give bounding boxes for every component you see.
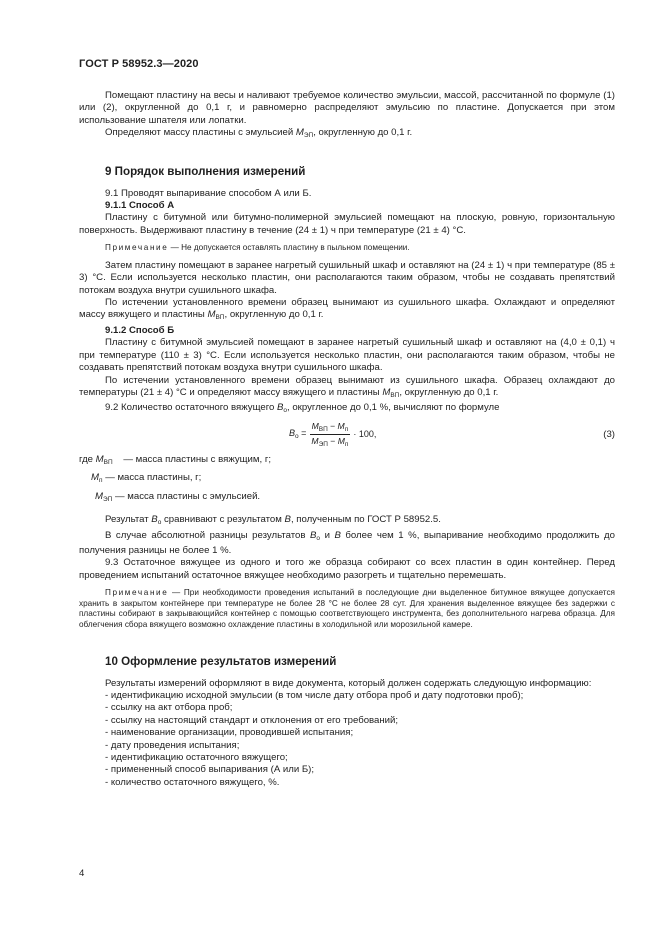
list-item: - идентификацию исходной эмульсии (в том числе дату отбора проб и дату подготовки проб); (105, 690, 615, 702)
page-number: 4 (79, 868, 85, 879)
formula-number: (3) (603, 428, 615, 440)
intro-paragraph-2: Определяют массу пластины с эмульсией $M_{ЭП}$, округленную до 0,1 г. (105, 127, 413, 140)
section-10-title: 10 Оформление результатов измерений (105, 654, 337, 668)
list-item: - количество остаточного вяжущего, %. (105, 777, 615, 789)
list-item: - идентификацию остаточного вяжущего; (105, 752, 615, 764)
note-1: Примечание — Не допускается оставлять пластину в пыльном помещении. (105, 243, 410, 253)
formula-definitions (79, 452, 615, 508)
paragraph-9-1-2-b: По истечении установленного времени образец вынимают из сушильного шкафа. Образец охлаждают до температуры (21 ± 4) °С и определяют массу вяжущего и пластины $M_{ВП}$, округленную до 0,1 г. (79, 374, 615, 399)
paragraph-9-1: 9.1 Проводят выпаривание способом А или Б. (105, 187, 312, 199)
paragraph-9-2-result-2: В случае абсолютной разницы результатов $B_о$ и B более чем 1 %, выпаривание необходимо продолжить до получения разницы не более 1 %. (79, 529, 615, 557)
list-item: - примененный способ выпаривания (А или Б); (105, 764, 615, 776)
formula-3 (79, 418, 615, 452)
list-item: - дату проведения испытания; (105, 740, 615, 752)
definition-m-p: $M_п$ — масса пластины, г; (91, 472, 202, 485)
list-item: - наименование организации, проводившей испытания; (105, 727, 615, 739)
formula-fraction: $\frac{M_{ВП} - M_п}{M_{ЭП} - M_п}$ (311, 420, 349, 448)
section-9-title: 9 Порядок выполнения измерений (105, 164, 306, 178)
formula-body: $B_о$ = $\frac{M_{ВП} - M_п}{M_{ЭП} - M_п}$ · 100, (289, 420, 377, 448)
list-item: - ссылку на настоящий стандарт и отклонения от его требований; (105, 715, 615, 727)
heading-9-1-1: 9.1.1 Способ А (105, 200, 175, 212)
intro-paragraph-1: Помещают пластину на весы и наливают требуемое количество эмульсии, массой, рассчитанной по формуле (1) или (2), округленной до 0,1 г, и равномерно распределяют эмульсию по пластине. Допускается при этом использование шпателя или лопатки. (79, 90, 615, 126)
note-2: Примечание — При необходимости проведения испытаний в последующие дни выделенное битумное вяжущее допускается хранить в закрытом контейнере при температуре не более 28 °С не более 28 сут. Для хранения выделенное вяжущее без задержки с пластины собирают в закрывающийся контейнер с помощью соответствующего инструмента, без дополнительного нагрева образца. Для облегчения сбора вяжущего возможно охлаждение пластины в холодильной или морозильной камере. (79, 588, 615, 630)
paragraph-9-1-1-b: Затем пластину помещают в заранее нагретый сушильный шкаф и оставляют на (24 ± 1) ч при температуре (85 ± 3) °С. Если используется несколько пластин, они располагаются таким образом, чтобы не создавать препятствий потокам воздуха внутри сушильного шкафа. (79, 259, 615, 296)
page-content (79, 90, 615, 789)
result-contents-list (79, 690, 615, 789)
paragraph-9-3: 9.3 Остаточное вяжущее из одного и того же образца собирают со всех пластин в один контейнер. Перед проведением испытаний остаточное вяжущее необходимо разогреть и тщательно перемешать. (79, 557, 615, 581)
definition-m-vp: где $M_{ВП}$ — масса пластины с вяжущим, г; (79, 453, 271, 466)
paragraph-9-1-1-c: По истечении установленного времени образец вынимают из сушильного шкафа. Охлаждают и определяют массу вяжущего и пластины $M_{ВП}$, округленную до 0,1 г. (79, 297, 615, 322)
definition-m-ep: $M_{ЭП}$ — масса пластины с эмульсией. (95, 490, 261, 503)
document-header: ГОСТ Р 58952.3—2020 (79, 58, 199, 70)
list-item: - ссылку на акт отбора проб; (105, 702, 615, 714)
paragraph-9-2: 9.2 Количество остаточного вяжущего $B_о$, округленное до 0,1 %, вычисляют по формуле (105, 402, 500, 415)
paragraph-9-1-1-a: Пластину с битумной или битумно-полимерной эмульсией помещают на плоскую, ровную, горизонтальную поверхность. Выдерживают пластину в течение (24 ± 1) ч при температуре (21 ± 4) °С. (79, 212, 615, 236)
paragraph-9-2-result-1: Результат $B_о$ сравнивают с результатом B, полученным по ГОСТ Р 58952.5. (105, 514, 441, 527)
paragraph-9-1-2-a: Пластину с битумной эмульсией помещают в заранее нагретый сушильный шкаф и оставляют на (4,0 ± 0,1) ч при температуре (110 ± 3) °С. Если используется несколько пластин, они располагаются таким образом, чтобы не создавать препятствий потокам воздуха внутри сушильного шкафа. (79, 337, 615, 374)
heading-9-1-2: 9.1.2 Способ Б (105, 324, 175, 336)
section-10-intro: Результаты измерений оформляют в виде документа, который должен содержать следующую информацию: (105, 677, 592, 689)
